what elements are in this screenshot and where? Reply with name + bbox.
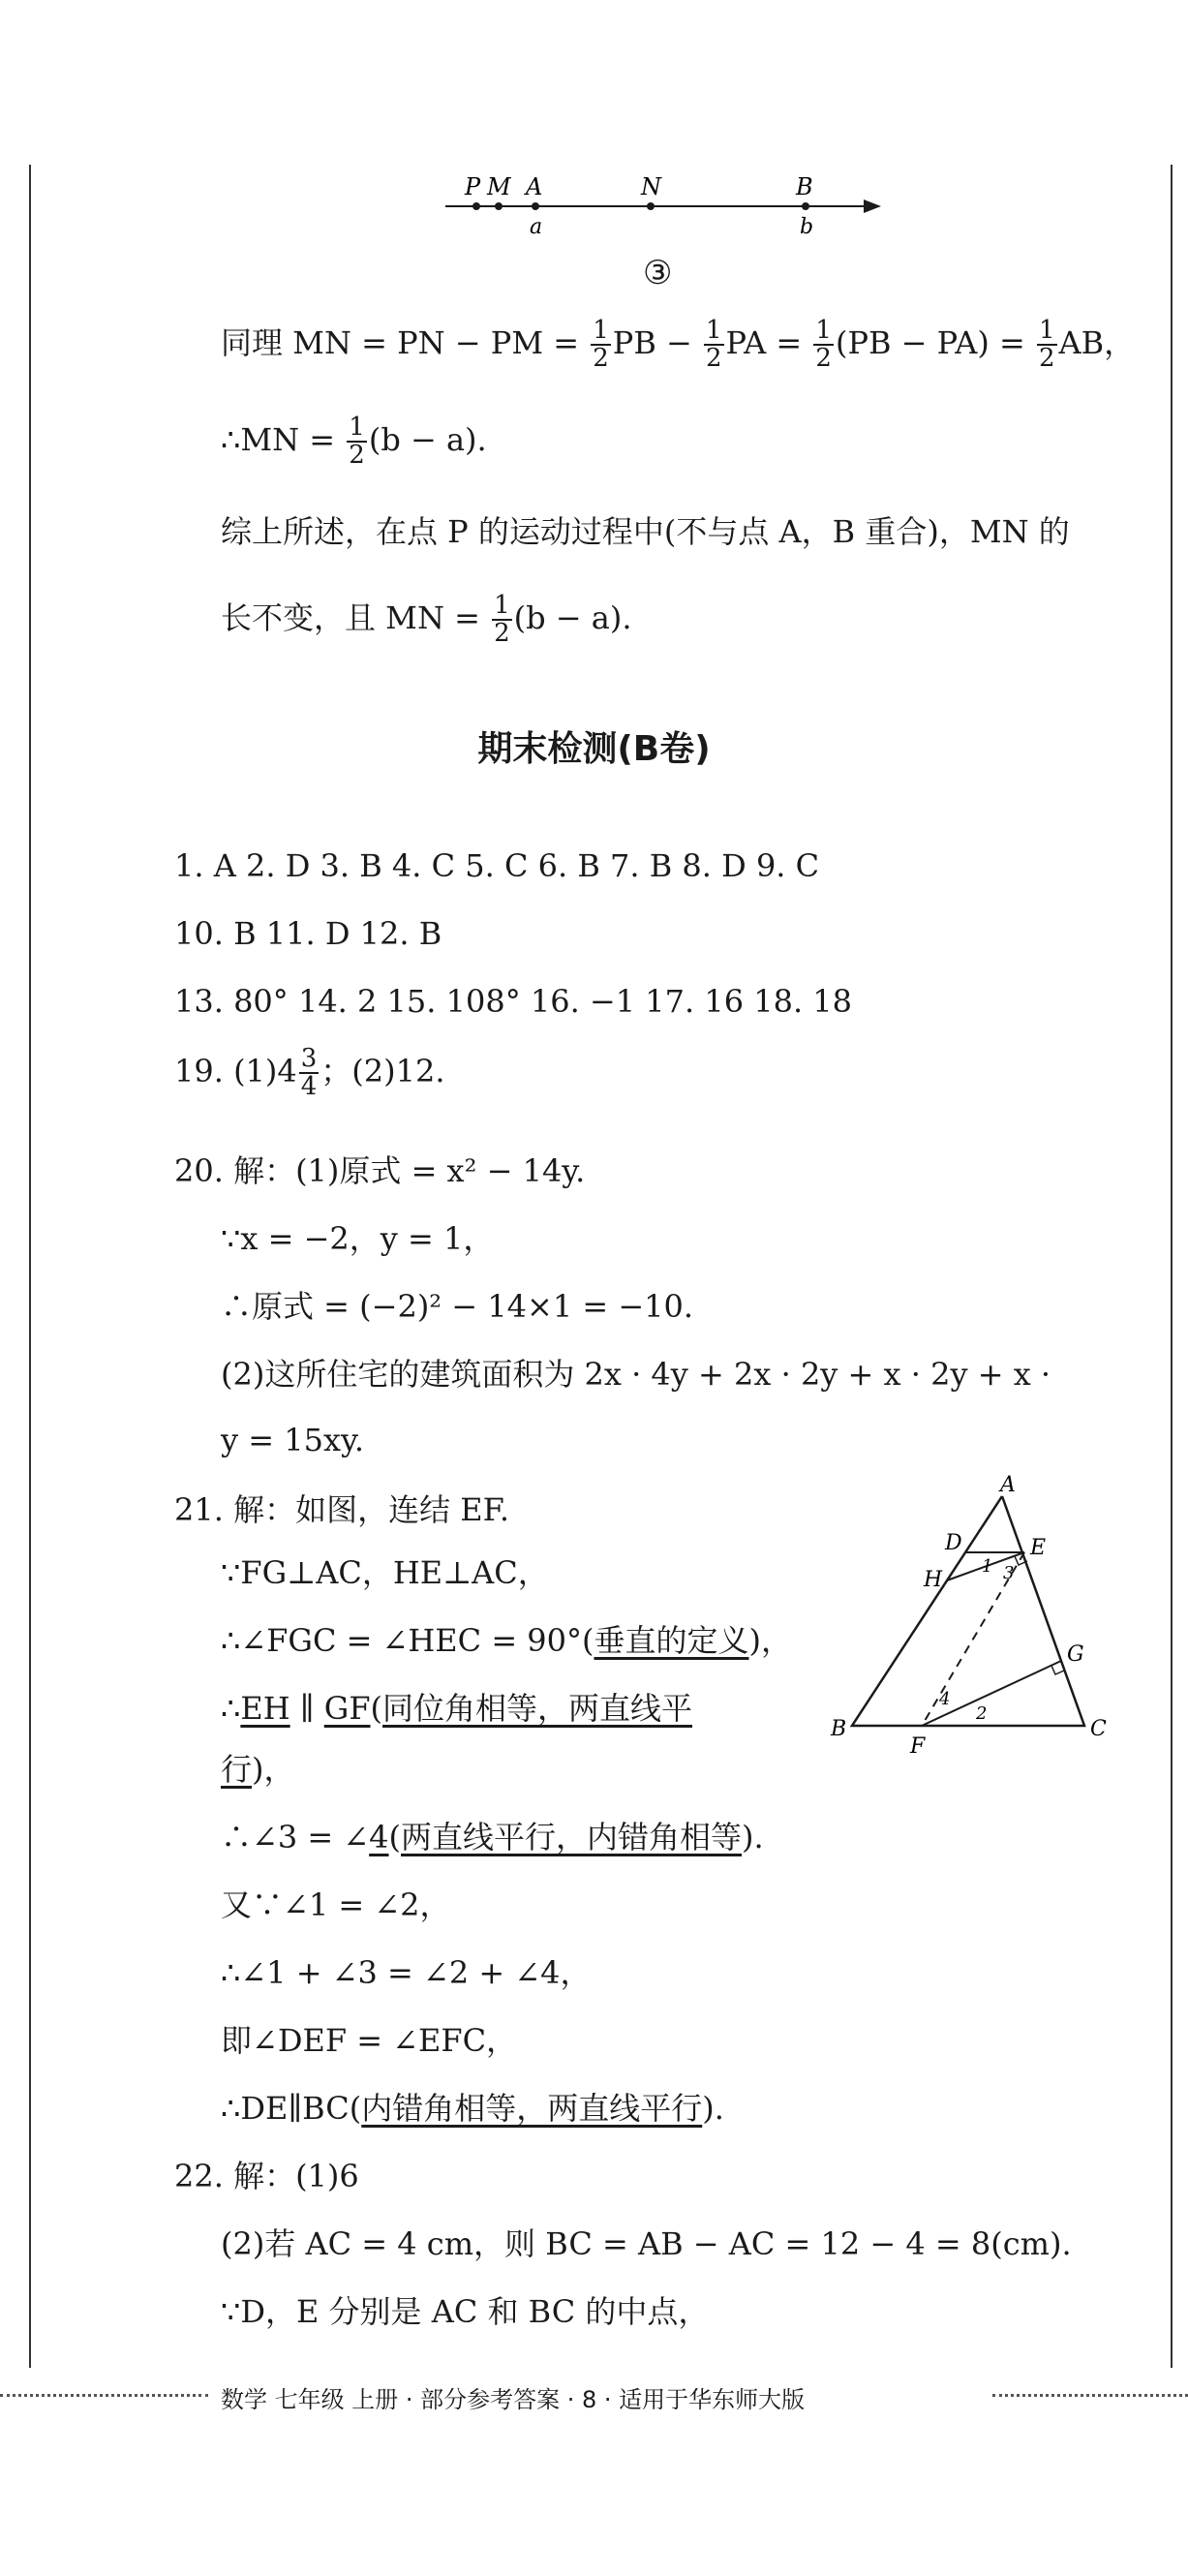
q22-line-3: ∵D，E 分别是 AC 和 BC 的中点，: [221, 2293, 710, 2330]
label-b: b: [800, 215, 814, 239]
fig-label-A: A: [1000, 1473, 1016, 1497]
fraction: $\frac{1}{2}$: [494, 591, 510, 649]
q21-line-8: ∴∠1 + ∠3 = ∠2 + ∠4，: [221, 1954, 592, 1991]
text-line-2: ∴MN = $\frac{1}{2}$ (b − a).: [221, 413, 487, 471]
angle-label-1: 1: [982, 1556, 993, 1577]
triangle-figure: [813, 1472, 1133, 1763]
text-line-1: 同理 MN = PN − PM = $\frac{1}{2}$ PB − $\frac{1}{2}$ PA = $\frac{1}{2}$ (PB − PA) = $\frac{1}{2}$ AB，: [221, 316, 1136, 374]
label-N: N: [641, 173, 661, 200]
fig-label-B: B: [831, 1717, 847, 1741]
text-line-3: 综上所述，在点 P 的运动过程中(不与点 A，B 重合)，MN 的: [221, 513, 1070, 550]
fig-label-C: C: [1090, 1717, 1107, 1741]
q22-line-1: 22. 解：(1)6: [174, 2158, 359, 2194]
q20-line-2: ∵x = −2，y = 1，: [221, 1220, 495, 1257]
angle-label-3: 3: [1003, 1563, 1015, 1583]
answer-line-3: 13. 80° 14. 2 15. 108° 16. −1 17. 16 18. 18: [174, 983, 852, 1020]
label-P: P: [465, 173, 481, 200]
fraction: $\frac{3}{4}$: [300, 1044, 318, 1102]
angle-label-4: 4: [939, 1689, 951, 1709]
fraction: $\frac{1}{2}$: [706, 316, 722, 374]
q21-line-4: ∴EH ∥ GF(同位角相等，两直线平: [221, 1690, 693, 1727]
fig-label-E: E: [1030, 1536, 1047, 1560]
q20-line-3: ∴原式 = (−2)² − 14×1 = −10.: [221, 1288, 694, 1325]
fraction: $\frac{1}{2}$: [815, 316, 832, 374]
right-margin-line: [1171, 165, 1173, 2368]
fig-label-F: F: [910, 1734, 926, 1759]
q20-line-4: (2)这所住宅的建筑面积为 2x · 4y + 2x · 2y + x · 2y + x ·: [221, 1356, 1051, 1393]
q21-line-7: 又∵∠1 = ∠2，: [221, 1886, 451, 1923]
q20-line-5: y = 15xy.: [221, 1422, 364, 1458]
fig-label-G: G: [1067, 1642, 1084, 1667]
q21-line-1: 21. 解：如图，连结 EF.: [174, 1491, 509, 1528]
answer-line-1: 1. A 2. D 3. B 4. C 5. C 6. B 7. B 8. D 9. C: [174, 847, 820, 884]
answer-line-2: 10. B 11. D 12. B: [174, 915, 442, 952]
q21-line-6: ∴∠3 = ∠4(两直线平行，内错角相等).: [221, 1819, 764, 1855]
q21-line-2: ∵FG⊥AC，HE⊥AC，: [221, 1554, 549, 1591]
q21-line-3: ∴∠FGC = ∠HEC = 90°(垂直的定义)，: [221, 1622, 793, 1659]
q21-line-10: ∴DE∥BC(内错角相等，两直线平行).: [221, 2090, 724, 2127]
footer-dots-right: [992, 2394, 1188, 2397]
label-B: B: [796, 173, 813, 200]
q21-line-9: 即∠DEF = ∠EFC，: [221, 2022, 518, 2059]
fraction: $\frac{1}{2}$: [593, 316, 609, 374]
fraction: $\frac{1}{2}$: [1038, 316, 1055, 374]
angle-label-2: 2: [976, 1703, 988, 1724]
section-title: 期末检测(B卷): [477, 729, 711, 769]
q22-line-2: (2)若 AC = 4 cm，则 BC = AB − AC = 12 − 4 = 8(cm).: [221, 2225, 1072, 2262]
text-line-4: 长不变，且 MN = $\frac{1}{2}$ (b − a).: [221, 591, 632, 649]
fig-label-D: D: [945, 1531, 962, 1555]
footer-dots-left: [0, 2394, 208, 2397]
answer-line-19: 19. (1)4 $\frac{3}{4}$ ；(2)12.: [174, 1044, 445, 1102]
q21-line-5: 行)，: [221, 1751, 295, 1788]
label-A: A: [526, 173, 543, 200]
fig-label-H: H: [924, 1568, 943, 1592]
label-a: a: [530, 215, 543, 239]
footer-text: 数学 七年级 上册 · 部分参考答案 · 8 · 适用于华东师大版: [221, 2386, 806, 2413]
left-margin-line: [29, 165, 31, 2368]
q20-line-1: 20. 解：(1)原式 = x² − 14y.: [174, 1152, 586, 1189]
label-M: M: [487, 173, 511, 200]
diagram-caption: ③: [643, 254, 673, 292]
fraction: $\frac{1}{2}$: [349, 413, 365, 471]
